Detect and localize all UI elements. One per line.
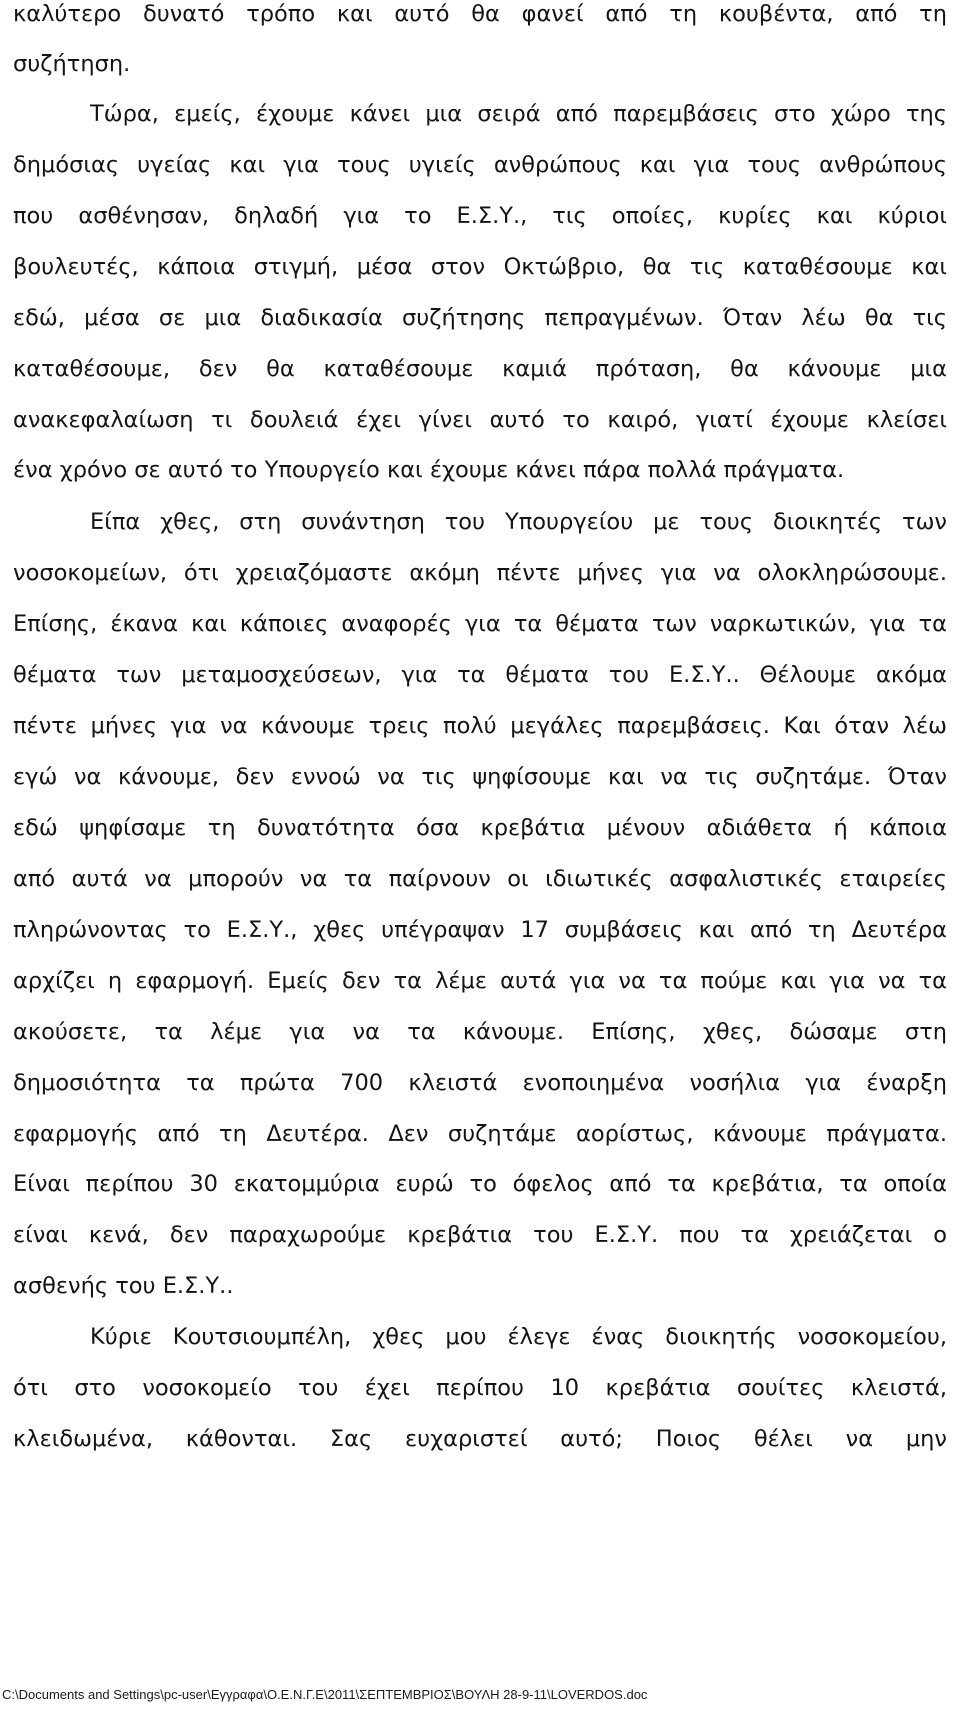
text-line: ανακεφαλαίωση τι δουλειά έχει γίνει αυτό το καιρό, γιατί έχουμε κλείσει — [13, 407, 947, 433]
text-line: από αυτά να μπορούν να τα παίρνουν οι ιδιωτικές ασφαλιστικές εταιρείες — [13, 866, 947, 892]
text-line: εφαρμογής από τη Δευτέρα. Δεν συζητάμε αορίστως, κάνουμε πράγματα. — [13, 1121, 947, 1147]
text-line: ένα χρόνο σε αυτό το Υπουργείο και έχουμε κάνει πάρα πολλά πράγματα. — [13, 457, 845, 483]
text-line: ακούσετε, τα λέμε για να τα κάνουμε. Επίσης, χθες, δώσαμε στη — [13, 1019, 947, 1045]
text-line: συζήτηση. — [13, 51, 131, 77]
text-line: αρχίζει η εφαρμογή. Εμείς δεν τα λέμε αυτά για να τα πούμε και για να τα — [13, 968, 947, 994]
paragraph-first-line: Τώρα, εμείς, έχουμε κάνει μια σειρά από παρεμβάσεις στο χώρο της — [90, 101, 947, 127]
paragraph-first-line: Κύριε Κουτσιουμπέλη, χθες μου έλεγε ένας διοικητής νοσοκομείου, — [90, 1324, 947, 1350]
text-line: εδώ ψηφίσαμε τη δυνατότητα όσα κρεβάτια μένουν αδιάθετα ή κάποια — [13, 815, 947, 841]
text-line: που ασθένησαν, δηλαδή για το Ε.Σ.Υ., τις οποίες, κυρίες και κύριοι — [13, 203, 947, 229]
text-line: καταθέσουμε, δεν θα καταθέσουμε καμιά πρόταση, θα κάνουμε μια — [13, 356, 947, 382]
paragraph-first-line: Είπα χθες, στη συνάντηση του Υπουργείου με τους διοικητές των — [90, 509, 947, 535]
file-path-footer: C:\Documents and Settings\pc-user\Εγγραφα\Ο.Ε.Ν.Γ.Ε\2011\ΣΕΠΤΕΜΒΡΙΟΣ\ΒΟΥΛΗ 28-9-11\LOVERDOS.doc — [2, 1687, 648, 1702]
text-line: θέματα των μεταμοσχεύσεων, για τα θέματα του Ε.Σ.Υ.. Θέλουμε ακόμα — [13, 662, 947, 688]
text-line: ασθενής του Ε.Σ.Υ.. — [13, 1273, 234, 1299]
text-line: Επίσης, έκανα και κάποιες αναφορές για τα θέματα των ναρκωτικών, για τα — [13, 611, 947, 637]
text-line: είναι κενά, δεν παραχωρούμε κρεβάτια του Ε.Σ.Υ. που τα χρειάζεται ο — [13, 1222, 947, 1248]
text-line: δημοσιότητα τα πρώτα 700 κλειστά ενοποιημένα νοσήλια για έναρξη — [13, 1070, 947, 1096]
text-line: εδώ, μέσα σε μια διαδικασία συζήτησης πεπραγμένων. Όταν λέω θα τις — [13, 305, 947, 331]
text-line: πέντε μήνες για να κάνουμε τρεις πολύ μεγάλες παρεμβάσεις. Και όταν λέω — [13, 713, 947, 739]
text-line: καλύτερο δυνατό τρόπο και αυτό θα φανεί από τη κουβέντα, από τη — [13, 1, 947, 27]
text-line: κλειδωμένα, κάθονται. Σας ευχαριστεί αυτό; Ποιος θέλει να μην — [13, 1426, 947, 1452]
text-line: ότι στο νοσοκομείο του έχει περίπου 10 κρεβάτια σουίτες κλειστά, — [13, 1375, 947, 1401]
text-line: εγώ να κάνουμε, δεν εννοώ να τις ψηφίσουμε και να τις συζητάμε. Όταν — [13, 764, 947, 790]
text-line: δημόσιας υγείας και για τους υγιείς ανθρώπους και για τους ανθρώπους — [13, 152, 947, 178]
text-line: βουλευτές, κάποια στιγμή, μέσα στον Οκτώβριο, θα τις καταθέσουμε και — [13, 254, 947, 280]
text-line: Είναι περίπου 30 εκατομμύρια ευρώ το όφελος από τα κρεβάτια, τα οποία — [13, 1171, 947, 1197]
text-line: νοσοκομείων, ότι χρειαζόμαστε ακόμη πέντε μήνες για να ολοκληρώσουμε. — [13, 560, 947, 586]
text-line: πληρώνοντας το Ε.Σ.Υ., χθες υπέγραψαν 17 συμβάσεις και από τη Δευτέρα — [13, 917, 947, 943]
